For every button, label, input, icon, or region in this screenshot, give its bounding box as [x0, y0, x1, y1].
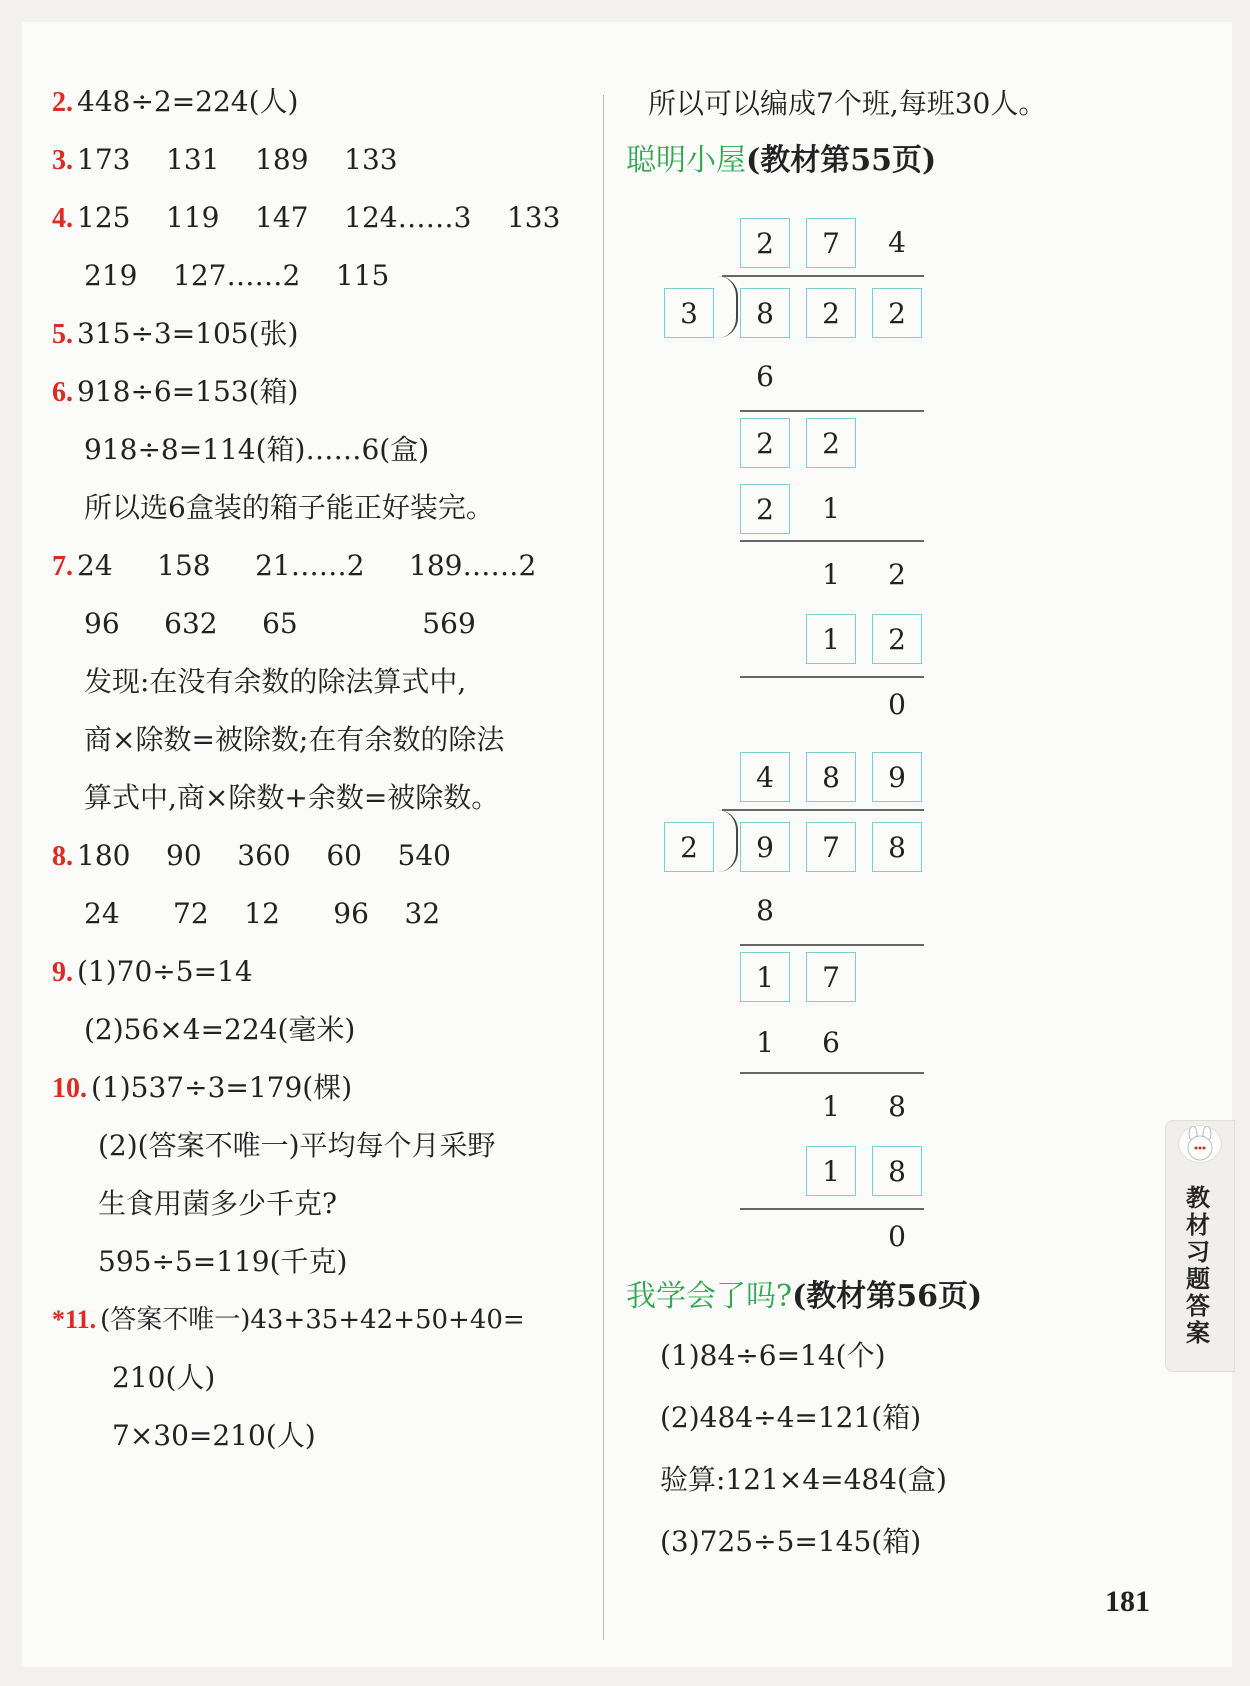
answer-line-3: 3. 173 131 189 133: [52, 143, 398, 176]
answer-line-8b: 24 72 12 96 32: [84, 897, 441, 930]
dividend-digit: 7: [806, 822, 856, 872]
step-digit: 1: [806, 1146, 856, 1196]
step-digit: 1: [822, 492, 840, 525]
answer-line-9: 9. (1)70÷5=14: [52, 955, 253, 988]
step-line: [740, 944, 924, 946]
step-digit: 8: [756, 894, 774, 927]
answer-line-2: 2. 448÷2=224(人): [52, 85, 299, 118]
step-digit: 8: [888, 1090, 906, 1123]
dividend-digit: 8: [740, 288, 790, 338]
answer-line-10: 10. (1)537÷3=179(棵): [52, 1071, 353, 1104]
answer-line-8: 8. 180 90 360 60 540: [52, 839, 451, 872]
answer-item: (1)84÷6=14(个): [660, 1339, 886, 1372]
answer-line-7c: 发现:在没有余数的除法算式中,: [84, 665, 467, 698]
answer-line-7e: 算式中,商×除数+余数=被除数。: [84, 781, 500, 814]
quotient-digit: 4: [888, 226, 906, 259]
divisor-digit: 2: [664, 822, 714, 872]
dividend-digit: 9: [740, 822, 790, 872]
answer-line-11c: 7×30=210(人): [112, 1419, 316, 1452]
step-digit: 6: [756, 360, 774, 393]
answer-line-10b: (2)(答案不唯一)平均每个月采野: [98, 1129, 496, 1162]
answer-line-7: 7. 24 158 21……2 189……2: [52, 549, 537, 582]
step-digit: 1: [822, 558, 840, 591]
step-line: [740, 1208, 924, 1210]
step-line: [740, 410, 924, 412]
bunny-icon: [1178, 1125, 1222, 1163]
step-line: [740, 676, 924, 678]
dividend-digit: 8: [872, 822, 922, 872]
quotient-digit: 8: [806, 752, 856, 802]
answer-line-4: 4. 125 119 147 124……3 133: [52, 201, 561, 234]
step-digit: 1: [756, 1026, 774, 1059]
step-digit: 2: [806, 418, 856, 468]
division-bar: [722, 275, 924, 277]
answer-line-10d: 595÷5=119(千克): [98, 1245, 348, 1278]
answer-line-11: *11. (答案不唯一)43+35+42+50+40=: [52, 1305, 525, 1335]
step-digit: 2: [872, 614, 922, 664]
answer-item: (2)484÷4=121(箱): [660, 1401, 922, 1434]
section-heading-55: 聪明小屋(教材第55页): [626, 143, 937, 178]
step-digit: 2: [740, 484, 790, 534]
step-digit: 1: [806, 614, 856, 664]
section-heading-56: 我学会了吗?(教材第56页): [626, 1279, 983, 1314]
division-bar: [722, 809, 924, 811]
answer-line-10c: 生食用菌多少千克?: [98, 1187, 338, 1220]
step-digit: 0: [888, 1220, 906, 1253]
column-divider: [603, 95, 604, 1640]
dividend-digit: 2: [872, 288, 922, 338]
answer-line-6: 6. 918÷6=153(箱): [52, 375, 299, 408]
answer-line-11b: 210(人): [112, 1361, 216, 1394]
intro-conclusion: 所以可以编成7个班,每班30人。: [648, 87, 1047, 120]
step-line: [740, 1072, 924, 1074]
answer-line-4b: 219 127……2 115: [84, 259, 390, 292]
answer-line-6c: 所以选6盒装的箱子能正好装完。: [84, 491, 494, 524]
answer-line-9b: (2)56×4=224(毫米): [84, 1013, 356, 1046]
step-digit: 2: [740, 418, 790, 468]
answer-line-7b: 96 632 65 569: [84, 607, 476, 640]
step-digit: 1: [822, 1090, 840, 1123]
quotient-digit: 9: [872, 752, 922, 802]
step-digit: 2: [888, 558, 906, 591]
answer-line-6b: 918÷8=114(箱)……6(盒): [84, 433, 430, 466]
dividend-digit: 2: [806, 288, 856, 338]
page-number: 181: [1105, 1585, 1150, 1618]
answer-line-7d: 商×除数=被除数;在有余数的除法: [84, 723, 505, 756]
step-digit: 7: [806, 952, 856, 1002]
divisor-digit: 3: [664, 288, 714, 338]
answer-item: (3)725÷5=145(箱): [660, 1525, 922, 1558]
quotient-digit: 4: [740, 752, 790, 802]
step-line: [740, 540, 924, 542]
quotient-digit: 2: [740, 218, 790, 268]
step-digit: 8: [872, 1146, 922, 1196]
step-digit: 1: [740, 952, 790, 1002]
answer-line-5: 5. 315÷3=105(张): [52, 317, 299, 350]
answer-item: 验算:121×4=484(盒): [660, 1463, 947, 1496]
side-tab-label: 教材习题答案: [1186, 1184, 1210, 1347]
quotient-digit: 7: [806, 218, 856, 268]
step-digit: 0: [888, 688, 906, 721]
step-digit: 6: [822, 1026, 840, 1059]
